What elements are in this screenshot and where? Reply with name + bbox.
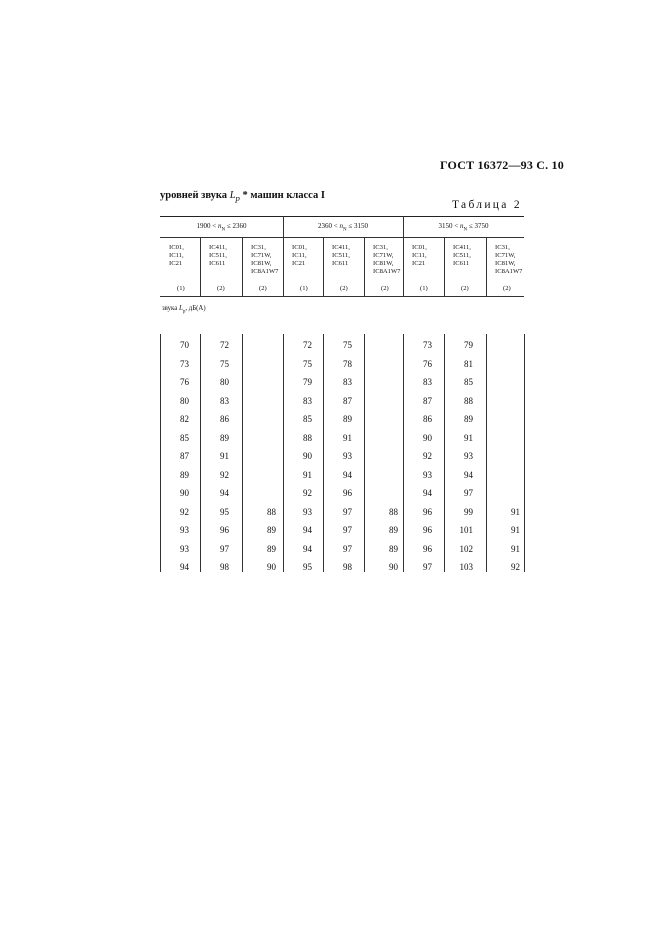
class-column-header (292, 244, 308, 293)
table-cell: 90 (423, 432, 432, 443)
table-cell: 103 (459, 562, 473, 572)
table-cell: 92 (511, 562, 520, 572)
cooling-code: IC511, (332, 252, 350, 259)
cooling-code: IC71W, (495, 252, 516, 259)
table-cell: 78 (343, 358, 352, 369)
table-cell: 90 (389, 562, 398, 572)
table-cell: 93 (423, 469, 432, 480)
table-cell: 88 (464, 395, 473, 406)
table-cell: 95 (303, 562, 312, 572)
table-cell: 93 (180, 543, 189, 554)
table-label: Таблица 2 (452, 199, 522, 211)
table-cell: 97 (343, 543, 352, 554)
cooling-code: IC21 (292, 260, 306, 267)
cooling-code: IC31, (251, 244, 266, 251)
cooling-code: IC411, (332, 244, 350, 251)
cooling-code: IC511, (453, 252, 471, 259)
table-cell: 70 (180, 340, 189, 350)
table-cell: 94 (180, 562, 189, 572)
class-number: (2) (381, 285, 389, 292)
class-number: (1) (300, 285, 308, 292)
subheader-label: звука $L_p$, дБ(А) (162, 304, 206, 315)
class-column-header (495, 244, 522, 293)
cooling-code: IC21 (412, 260, 426, 267)
cooling-code: IC611 (209, 260, 226, 267)
table-cell: 92 (180, 506, 189, 517)
cooling-code: IC8A1W7 (495, 268, 523, 275)
table-cell: 76 (180, 377, 189, 387)
table-cell: 91 (511, 543, 520, 554)
table-cell: 94 (303, 525, 312, 535)
table-cell: 94 (303, 543, 312, 554)
table-cell: 75 (303, 358, 312, 369)
table-cell: 79 (303, 377, 312, 387)
table-cell: 83 (220, 395, 229, 406)
cooling-code: IC81W, (251, 260, 272, 267)
cooling-code: IC611 (453, 260, 470, 267)
table-cell: 93 (343, 451, 352, 461)
table-cell: 83 (343, 377, 352, 387)
group-header-rule (160, 237, 524, 238)
table-cell: 87 (423, 395, 432, 406)
class-number: (2) (259, 285, 267, 292)
table-cell: 96 (343, 488, 352, 498)
table-cell: 88 (389, 506, 398, 517)
table-cell: 91 (220, 451, 229, 461)
table-cell: 88 (267, 506, 276, 517)
table-top-rule (160, 216, 524, 217)
table-cell: 75 (220, 358, 229, 369)
class-number: (2) (340, 285, 348, 292)
cooling-code: IC81W, (495, 260, 516, 267)
table-cell: 85 (464, 377, 473, 387)
table-cell: 97 (343, 506, 352, 517)
cooling-code: IC511, (209, 252, 227, 259)
class-column-header (332, 244, 350, 293)
class-column-header (169, 244, 185, 293)
cooling-code: IC8A1W7 (251, 268, 279, 275)
cooling-code: IC11, (169, 252, 184, 259)
table-cell: 85 (180, 432, 189, 443)
cooling-code: IC411, (209, 244, 227, 251)
column-divider (242, 237, 243, 296)
table-cell: 97 (423, 562, 432, 572)
table-cell: 89 (267, 525, 276, 535)
table-cell: 86 (220, 414, 229, 424)
table-cell: 89 (267, 543, 276, 554)
class-column-header (412, 244, 428, 293)
table-cell: 91 (303, 469, 312, 480)
cooling-code: IC11, (292, 252, 307, 259)
table-cell: 76 (423, 358, 432, 369)
cooling-code: IC31, (495, 244, 510, 251)
table-cell: 87 (343, 395, 352, 406)
body-column-divider (486, 334, 487, 572)
table-cell: 91 (511, 525, 520, 535)
column-divider (444, 237, 445, 296)
cooling-code: IC81W, (373, 260, 394, 267)
table-cell: 92 (423, 451, 432, 461)
table-cell: 88 (303, 432, 312, 443)
table-cell: 83 (303, 395, 312, 406)
column-divider (323, 237, 324, 296)
table-cell: 96 (423, 543, 432, 554)
column-divider (486, 237, 487, 296)
table-cell: 93 (303, 506, 312, 517)
class-number: (2) (217, 285, 225, 292)
table-cell: 92 (303, 488, 312, 498)
cooling-code: IC11, (412, 252, 427, 259)
table-cell: 81 (464, 358, 473, 369)
table-cell: 87 (180, 451, 189, 461)
cooling-code: IC01, (412, 244, 427, 251)
table-cell: 97 (343, 525, 352, 535)
table-cell: 83 (423, 377, 432, 387)
cooling-code: IC01, (292, 244, 307, 251)
table-cell: 72 (303, 340, 312, 350)
table-cell: 86 (423, 414, 432, 424)
table-cell: 80 (220, 377, 229, 387)
column-header-rule (160, 296, 524, 297)
table-cell: 102 (459, 543, 473, 554)
table-cell: 85 (303, 414, 312, 424)
table-cell: 93 (464, 451, 473, 461)
cooling-code: IC71W, (251, 252, 272, 259)
table-cell: 90 (303, 451, 312, 461)
table-cell: 97 (464, 488, 473, 498)
caption-suffix: * машин класса I (242, 190, 325, 201)
cooling-code: IC01, (169, 244, 184, 251)
table-cell: 101 (459, 525, 473, 535)
table-cell: 92 (220, 469, 229, 480)
group-header-2: $2360 < n_N \le 3150$ (318, 222, 368, 233)
cooling-code: IC21 (169, 260, 183, 267)
caption-prefix: уровней звука (160, 190, 228, 201)
column-divider (200, 237, 201, 296)
class-column-header (209, 244, 227, 293)
table-cell: 82 (180, 414, 189, 424)
standard-reference: ГОСТ 16372—93 С. 10 (440, 158, 564, 172)
group-header-3: $3150 < n_N \le 3750$ (438, 222, 489, 233)
table-cell: 94 (423, 488, 432, 498)
body-column-divider (242, 334, 243, 572)
table-cell: 98 (220, 562, 229, 572)
body-column-divider (364, 334, 365, 572)
class-number: (1) (420, 285, 428, 292)
table-cell: 98 (343, 562, 352, 572)
table-cell: 96 (423, 506, 432, 517)
table-cell: 96 (423, 525, 432, 535)
table-cell: 73 (180, 358, 189, 369)
table-cell: 91 (511, 506, 520, 517)
table-cell: 99 (464, 506, 473, 517)
table-cell: 73 (423, 340, 432, 350)
table-cell: 79 (464, 340, 473, 350)
table-cell: 75 (343, 340, 352, 350)
table-cell: 90 (267, 562, 276, 572)
class-number: (1) (177, 285, 185, 292)
table-cell: 72 (220, 340, 229, 350)
table-cell: 89 (464, 414, 473, 424)
cooling-code: IC31, (373, 244, 388, 251)
table-cell: 89 (389, 543, 398, 554)
table-cell: 94 (343, 469, 352, 480)
table-cell: 89 (389, 525, 398, 535)
table-cell: 90 (180, 488, 189, 498)
table-cell: 80 (180, 395, 189, 406)
cooling-code: IC611 (332, 260, 349, 267)
table-cell: 89 (343, 414, 352, 424)
table-cell: 89 (220, 432, 229, 443)
body-right-edge (524, 334, 525, 572)
table-cell: 91 (464, 432, 473, 443)
table-cell: 97 (220, 543, 229, 554)
table-cell: 89 (180, 469, 189, 480)
table-cell: 96 (220, 525, 229, 535)
class-number: (2) (503, 285, 511, 292)
caption-symbol: $L_p$ (229, 190, 240, 204)
table-cell: 95 (220, 506, 229, 517)
table-cell: 94 (220, 488, 229, 498)
group-header-1: $1900 < n_N \le 2360$ (196, 222, 247, 233)
table-cell: 91 (343, 432, 352, 443)
cooling-code: IC71W, (373, 252, 394, 259)
cooling-code: IC8A1W7 (373, 268, 401, 275)
class-column-header (453, 244, 471, 293)
cooling-code: IC411, (453, 244, 471, 251)
table-cell: 93 (180, 525, 189, 535)
table-caption (160, 190, 325, 203)
table-cell: 94 (464, 469, 473, 480)
class-column-header (373, 244, 400, 293)
column-divider (364, 237, 365, 296)
class-column-header (251, 244, 278, 293)
class-number: (2) (461, 285, 469, 292)
